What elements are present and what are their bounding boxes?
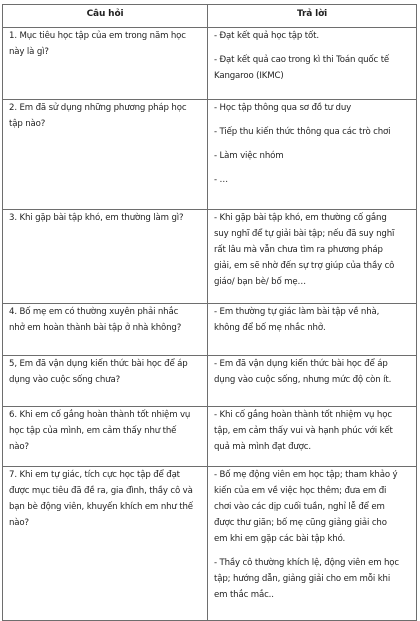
table-row — [3, 356, 417, 407]
question-cell — [3, 28, 208, 100]
answer-line: - Đạt kết quả học tập tốt. — [214, 31, 319, 41]
answer-line: chơi vào các dịp cuối tuần, nghỉ lễ để em — [214, 502, 385, 512]
question-line: 3. Khi gặp bài tập khó, em thường làm gì? — [9, 213, 184, 223]
answer-line: kiến của em về việc học thêm; đưa em đi — [214, 486, 387, 496]
question-cell — [3, 210, 208, 304]
table-row — [3, 28, 417, 100]
answer-cell — [208, 100, 417, 210]
answer-line: được thư giãn; bố mẹ cũng giảng giải cho — [214, 518, 387, 528]
table-row — [3, 100, 417, 210]
question-line: nào? — [9, 442, 29, 452]
answer-line: rất lâu mà vẫn chưa tìm ra phương pháp — [214, 245, 383, 255]
question-line: nhở em hoàn thành bài tập ở nhà không? — [9, 323, 182, 333]
question-cell — [3, 356, 208, 407]
answer-line: - Học tập thông qua sơ đồ tư duy — [214, 103, 352, 113]
question-line: nào? — [9, 518, 29, 528]
question-line: 5, Em đã vận dụng kiến thức bài học để áp — [9, 359, 188, 369]
table-row — [3, 467, 417, 621]
answer-line: - Khi gặp bài tập khó, em thường cố gắng — [214, 213, 387, 223]
answer-line: quả mà mình đạt được. — [214, 442, 311, 452]
answer-cell — [208, 210, 417, 304]
answer-line: giáo/ bạn bè/ bố mẹ… — [214, 277, 306, 287]
answer-line: em khi em gặp các bài tập khó. — [214, 534, 346, 544]
answer-line: - … — [214, 175, 228, 185]
answer-cell — [208, 28, 417, 100]
question-line: học tập của mình, em cảm thấy như thế — [9, 426, 177, 436]
answer-line: - Tiếp thu kiến thức thông qua các trò chơi — [214, 127, 391, 137]
table-row — [3, 210, 417, 304]
question-line: dụng vào cuộc sống chưa? — [9, 375, 120, 385]
answer-line: - Làm việc nhóm — [214, 151, 284, 161]
question-cell — [3, 100, 208, 210]
question-line: này là gì? — [9, 47, 49, 57]
answer-line: - Thầy cô thường khích lệ, động viên em học — [214, 558, 399, 568]
question-cell — [3, 467, 208, 621]
question-line: tập nào? — [9, 119, 46, 129]
question-cell — [3, 407, 208, 467]
answer-cell — [208, 407, 417, 467]
answer-line: tập; hướng dẫn, giảng giải cho em mỗi khi — [214, 574, 391, 584]
answer-line: dụng vào cuộc sống, nhưng mức độ còn ít. — [214, 375, 392, 385]
answer-line: - Em đã vận dụng kiến thức bài học để áp — [214, 359, 388, 369]
answer-cell — [208, 467, 417, 621]
table-row — [3, 407, 417, 467]
question-cell — [3, 304, 208, 356]
answer-line: Kangaroo (IKMC) — [214, 71, 284, 81]
answer-cell — [208, 304, 417, 356]
question-line: 2. Em đã sử dụng những phương pháp học — [9, 103, 187, 113]
question-line: được mục tiêu đã đề ra, gia đình, thầy cô và — [9, 486, 193, 496]
question-line: 4. Bố mẹ em có thường xuyên phải nhắc — [9, 307, 179, 317]
table-row — [3, 304, 417, 356]
answer-line: em thắc mắc.. — [214, 590, 274, 600]
header-answer: Trả lời — [208, 5, 417, 28]
answer-line: - Em thường tự giác làm bài tập về nhà, — [214, 307, 380, 317]
qa-table — [2, 4, 417, 621]
answer-line: - Bố mẹ động viên em học tập; tham khảo ý — [214, 470, 398, 480]
answer-line: tập, em cảm thấy vui và hạnh phúc với kết — [214, 426, 393, 436]
question-line: bạn bè động viên, khuyến khích em như thế — [9, 502, 193, 512]
answer-line: suy nghĩ để tự giải bài tập; nếu đã suy nghĩ — [214, 229, 395, 239]
answer-cell — [208, 356, 417, 407]
answer-line: giải, em sẽ nhờ đến sự trợ giúp của thầy cô — [214, 261, 395, 271]
question-line: 6. Khi em cố gắng hoàn thành tốt nhiệm vụ — [9, 410, 191, 420]
answer-line: không để bố mẹ nhắc nhở. — [214, 323, 326, 333]
question-line: 1. Mục tiêu học tập của em trong năm học — [9, 31, 186, 41]
answer-line: - Đạt kết quả cao trong kì thi Toán quốc tế — [214, 55, 390, 65]
answer-line: - Khi cố gắng hoàn thành tốt nhiệm vụ học — [214, 410, 392, 420]
header-question: Câu hỏi — [3, 5, 208, 28]
header-row — [3, 5, 417, 28]
question-line: 7. Khi em tự giác, tích cực học tập để đạt — [9, 470, 180, 480]
